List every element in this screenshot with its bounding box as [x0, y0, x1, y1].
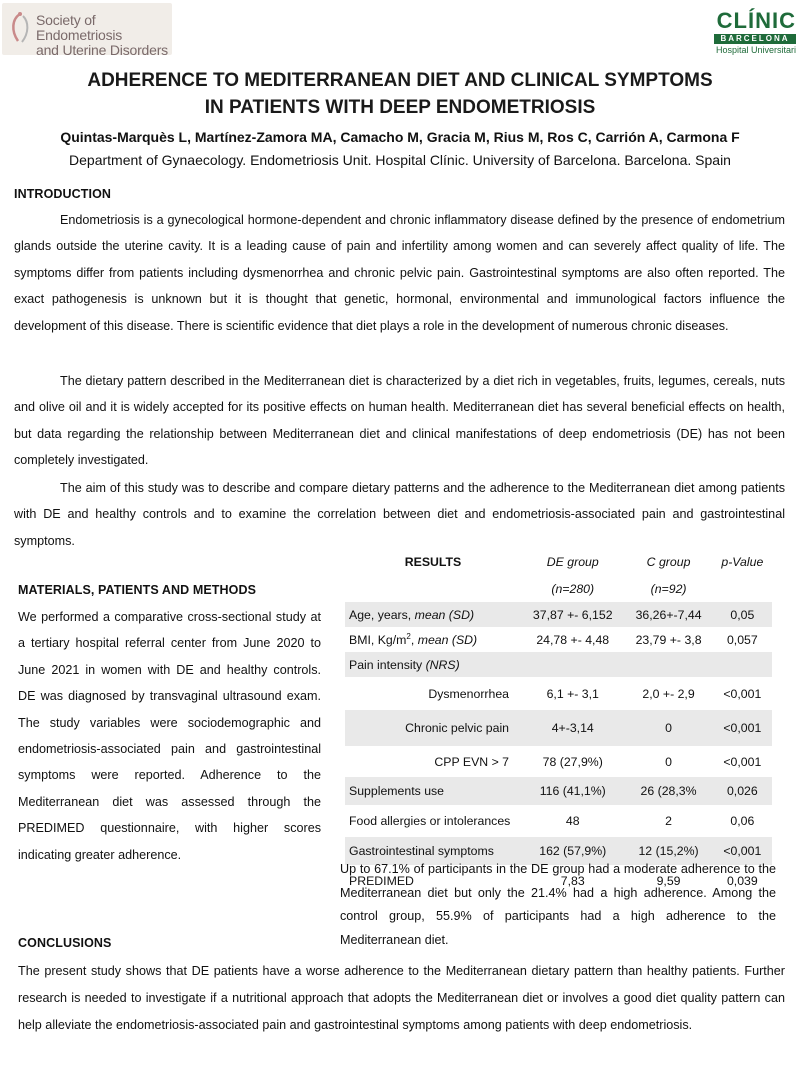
de-value: 78 (27,9%) — [542, 754, 603, 769]
c-value: 0 — [624, 710, 712, 746]
c-value: 12 (15,2%) — [624, 837, 712, 865]
table-row — [345, 805, 772, 837]
affiliation: Department of Gynaecology. Endometriosis Unit. Hospital Clínic. University of Barcelona. Barcelona. Spain — [69, 152, 731, 168]
society-name-line1: Society of Endometriosis — [36, 12, 123, 43]
c-value: 2 — [665, 814, 672, 828]
results-table — [345, 548, 772, 896]
p-value: <0,001 — [713, 710, 772, 746]
row-label: CPP EVN > 7 — [434, 754, 510, 769]
results-n-row — [345, 575, 772, 602]
results-header-row — [345, 548, 772, 575]
p-value: <0,001 — [723, 686, 762, 701]
table-row — [345, 652, 772, 677]
introduction-paragraph-3: The aim of this study was to describe and compare dietary patterns and the adherence to the Mediterranean diet among patients with DE and healthy controls and to examine the correlation between diet and endometriosis-associated pain and gastrointestinal symptoms. — [14, 481, 785, 548]
title-line-1: ADHERENCE TO MEDITERRANEAN DIET AND CLINICAL SYMPTOMS — [87, 70, 713, 91]
row-label: Gastrointestinal symptoms — [345, 837, 521, 865]
row-label: BMI, $Kg/m^2$, mean (SD) — [349, 631, 478, 648]
row-label: Chronic pelvic pain — [345, 710, 521, 746]
col-c-group: C group — [646, 554, 691, 569]
de-value: 48 — [565, 814, 580, 828]
row-label: Dysmenorrhea — [428, 686, 510, 701]
de-value: 24,78 +- 4,48 — [536, 632, 610, 647]
c-value: 2,0 +- 2,9 — [642, 686, 695, 701]
c-value: 26 (28,3% — [624, 777, 712, 805]
poster-title — [40, 67, 760, 121]
n-c: (n=92) — [650, 581, 687, 596]
clinic-name: CLÍNIC — [716, 8, 796, 33]
n-de: (n=280) — [551, 581, 595, 596]
row-label: Supplements use — [345, 777, 521, 805]
p-value: <0,001 — [723, 754, 762, 769]
results-summary: Up to 67.1% of participants in the DE group had a moderate adherence to the Mediterranean diet but only the 21.4% had a high adherence. Among the control group, 55.9% of participants had a high adherence to the Mediterranean diet. — [340, 862, 776, 947]
table-row — [345, 627, 772, 652]
p-value: 0,039 — [726, 873, 758, 888]
de-value: 116 (41,1%) — [521, 777, 624, 805]
col-de-group: DE group — [546, 554, 599, 569]
col-p-value: p-Value — [721, 554, 764, 569]
conclusions-text: The present study shows that DE patients have a worse adherence to the Mediterranean dietary pattern than healthy patients. Further research is needed to investigate if a nutritional approach that adopts the Mediterranean diet or involves a good diet quality pattern can help alleviate the endometriosis-associated pain and gastrointestinal symptoms among patients with deep endometriosis. — [18, 964, 785, 1032]
introduction-paragraph-2: The dietary pattern described in the Mediterranean diet is characterized by a diet rich in vegetables, fruits, legumes, cereals, nuts and olive oil and it is widely accepted for its positive effects on human health. Mediterranean diet has several beneficial effects on health, but data regarding the relationship between Mediterranean diet and clinical manifestations of deep endometriosis (DE) has not been completely investigated. — [14, 374, 785, 468]
title-line-2: IN PATIENTS WITH DEEP ENDOMETRIOSIS — [204, 97, 596, 118]
c-value: 23,79 +- 3,8 — [635, 632, 702, 647]
clinic-subtitle: Hospital Universitari — [715, 45, 796, 55]
clinic-city: BARCELONA — [714, 34, 796, 44]
society-logo-icon — [8, 11, 32, 45]
p-value: 0,057 — [726, 632, 758, 647]
society-name-line2: and Uterine Disorders — [36, 42, 168, 58]
de-value: 37,87 +- 6,152 — [521, 602, 624, 627]
c-value: 36,26+-7,44 — [624, 602, 712, 627]
de-value — [521, 652, 624, 677]
introduction-paragraph-1: Endometriosis is a gynecological hormone-dependent and chronic inflammatory disease defined by the presence of endometrium glands outside the uterine cavity. It is a leading cause of pain and infertility among women and can severely affect quality of life. The symptoms differ from patients including dysmenorrhea and chronic pelvic pain. Gastrointestinal symptoms are also often reported. The exact pathogenesis is unknown but it is thought that genetic, hormonal, environmental and immunological factors influence the development of this disease. There is scientific evidence that diet plays a role in the development of numerous chronic diseases. — [14, 213, 785, 333]
c-value: 9,59 — [656, 873, 681, 888]
methods-heading: MATERIALS, PATIENTS AND METHODS — [18, 583, 257, 597]
de-value: 162 (57,9%) — [521, 837, 624, 865]
methods-text: We performed a comparative cross-sectional study at a tertiary hospital referral center from June 2020 to June 2021 in women with DE and healthy controls. DE was diagnosed by transvaginal ultrasound exam. The study variables were sociodemographic and endometriosis-associated pain and gastrointestinal symptoms were reported. Adherence to the Mediterranean diet was assessed through the PREDIMED questionnaire, with higher scores indicating greater adherence. — [18, 610, 321, 862]
introduction-heading: INTRODUCTION — [14, 187, 112, 201]
de-value: 7,83 — [560, 873, 585, 888]
c-value: 0 — [665, 754, 672, 769]
table-row — [345, 602, 772, 627]
de-value: 6,1 +- 3,1 — [546, 686, 599, 701]
row-label: Age, years, mean (SD) — [345, 602, 521, 627]
table-row — [345, 710, 772, 746]
p-value: <0,001 — [713, 837, 772, 865]
authors: Quintas-Marquès L, Martínez-Zamora MA, Camacho M, Gracia M, Rius M, Ros C, Carrión A, Carmona F — [60, 129, 740, 145]
table-row — [345, 746, 772, 777]
c-value — [624, 652, 712, 677]
society-logo — [2, 3, 172, 58]
table-row — [345, 777, 772, 805]
society-logo-text — [36, 13, 172, 58]
p-value: 0,06 — [730, 814, 755, 828]
conclusions-heading: CONCLUSIONS — [18, 936, 112, 950]
table-row — [345, 677, 772, 710]
p-value: 0,026 — [713, 777, 772, 805]
clinic-logo — [714, 10, 796, 56]
row-label: PREDIMED — [349, 873, 414, 888]
p-value — [713, 652, 772, 677]
row-label: Food allergies or intolerances — [349, 814, 511, 828]
results-heading: RESULTS — [404, 554, 462, 569]
de-value: 4+-3,14 — [521, 710, 624, 746]
row-label: Pain intensity (NRS) — [345, 652, 521, 677]
p-value: 0,05 — [713, 602, 772, 627]
